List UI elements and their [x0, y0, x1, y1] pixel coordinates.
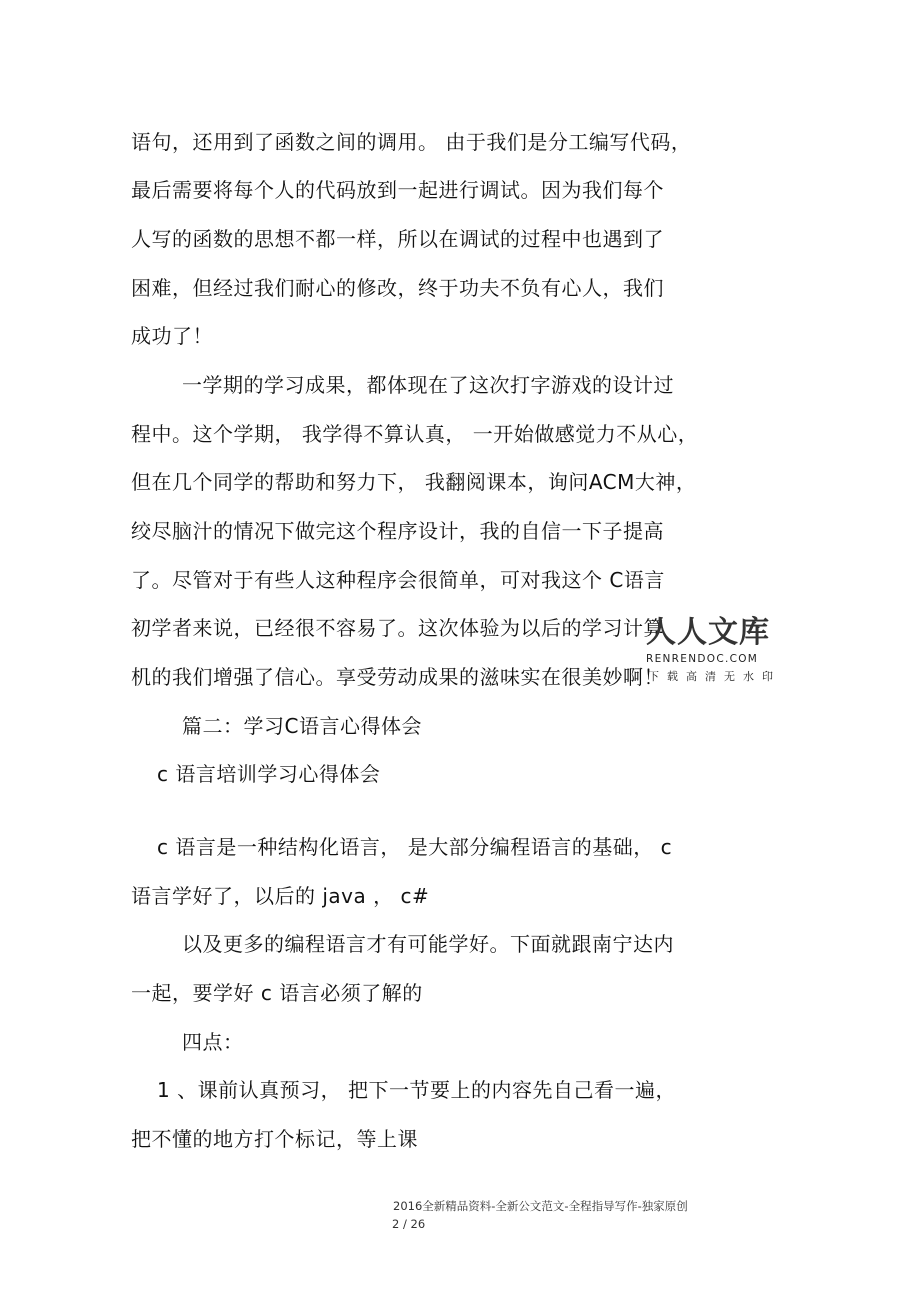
section-subtitle: c 语言培训学习心得体会 [157, 762, 381, 786]
body-line: 机的我们增强了信心。享受劳动成果的滋味实在很美妙啊！ [131, 665, 664, 689]
section-heading: 篇二：学习C语言心得体会 [182, 714, 422, 738]
body-line: 一起，要学好 c 语言必须了解的 [131, 981, 423, 1005]
body-line: 以及更多的编程语言才有可能学好。下面就跟南宁达内 [182, 932, 674, 956]
body-line: 困难，但经过我们耐心的修改，终于功夫不负有心人，我们 [131, 276, 664, 300]
body-line: 语句，还用到了函数之间的调用。 由于我们是分工编写代码， [131, 130, 692, 154]
watermark-subtitle: 下载高清无水印 [648, 670, 781, 683]
body-line: 把不懂的地方打个标记，等上课 [131, 1127, 418, 1151]
watermark-logo [646, 615, 781, 686]
body-line: 绞尽脑汁的情况下做完这个程序设计，我的自信一下子提高 [131, 519, 664, 543]
body-line: 但在几个同学的帮助和努力下， 我翻阅课本，询问ACM大神， [131, 470, 697, 494]
body-line: 初学者来说，已经很不容易了。这次体验为以后的学习计算 [131, 616, 664, 640]
footer-tagline: 2016全新精品资料-全新公文范文-全程指导写作-独家原创 [393, 1199, 688, 1213]
body-line: 一学期的学习成果，都体现在了这次打字游戏的设计过 [182, 373, 674, 397]
body-line: 四点： [182, 1030, 244, 1054]
page-number: 2 / 26 [392, 1217, 426, 1231]
watermark-title: 人人文库 [646, 615, 770, 650]
body-line: 程中。这个学期， 我学得不算认真， 一开始做感觉力不从心， [131, 422, 699, 446]
body-line: 最后需要将每个人的代码放到一起进行调试。因为我们每个 [131, 178, 664, 202]
body-line: c 语言是一种结构化语言， 是大部分编程语言的基础， c [157, 835, 673, 859]
body-line: 成功了！ [131, 324, 213, 348]
body-line: 人写的函数的思想不都一样，所以在调试的过程中也遇到了 [131, 227, 664, 251]
list-item: 1 、课前认真预习， 把下一节要上的内容先自己看一遍， [157, 1078, 676, 1102]
body-line: 了。尽管对于有些人这种程序会很简单，可对我这个 C语言 [131, 568, 665, 592]
body-line: 语言学好了，以后的 java ， c# [131, 884, 430, 908]
watermark-domain: RENRENDOC.COM [646, 653, 759, 665]
